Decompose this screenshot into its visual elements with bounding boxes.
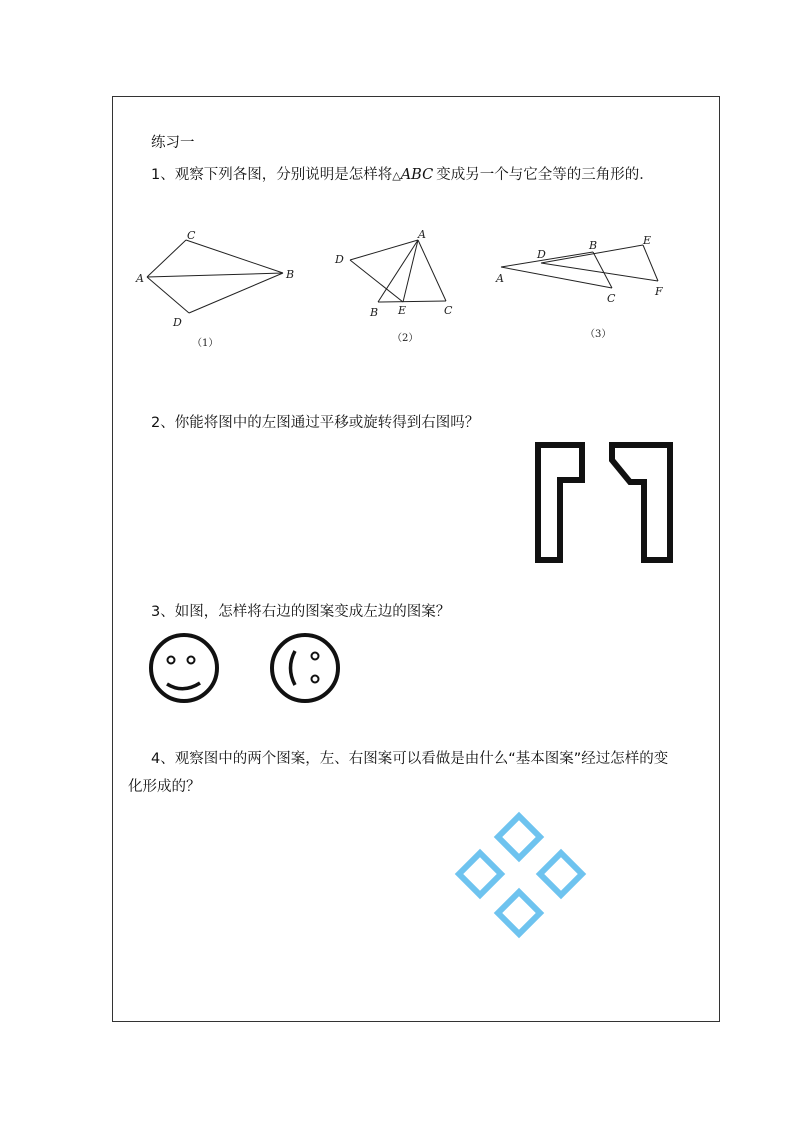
fig1-label-B: B	[286, 268, 295, 281]
fig3-label-E: E	[643, 234, 652, 247]
question-1-prefix: 1、观察下列各图，分别说明是怎样将	[151, 167, 393, 183]
fig3-label-F: F	[655, 285, 663, 298]
question-4-line-1: 4、观察图中的两个图案，左、右图案可以看做是由什么“基本图案”经过怎样的变	[151, 751, 669, 767]
fig3-label-C: C	[607, 292, 616, 305]
fig3-edge-AC	[501, 267, 612, 288]
question-3: 3、如图，怎样将右边的图案变成左边的图案？	[151, 604, 451, 620]
fig1-edge-AC	[147, 240, 186, 277]
fig3-label-B: B	[589, 239, 598, 252]
section-title: 练习一	[151, 135, 195, 151]
fig1-label-D: D	[173, 316, 182, 329]
fig2-edge-AC	[418, 240, 446, 301]
fig2-label-C: C	[444, 304, 453, 317]
fig2-edge-AB	[378, 240, 418, 302]
fig1-edge-AB	[147, 273, 283, 277]
question-2: 2、你能将图中的左图通过平移或旋转得到右图吗？	[151, 415, 480, 431]
diamond-top	[498, 816, 540, 858]
fig1-edge-CB	[186, 240, 283, 273]
fig3-label-D: D	[537, 248, 546, 261]
question-3-figure	[146, 630, 351, 708]
diamond-right	[540, 853, 582, 895]
diamond-bottom	[498, 892, 540, 934]
fig2-label-B: B	[370, 306, 379, 319]
triangle-symbol: △	[392, 169, 401, 182]
fig3-edge-EF	[643, 245, 658, 281]
question-2-figure	[530, 440, 680, 570]
fig2-edge-AE	[403, 240, 418, 302]
question-4-line-2: 化形成的？	[128, 779, 201, 795]
fig2-label-E: E	[398, 304, 407, 317]
smiley-face-right-rotated	[272, 635, 338, 701]
fig3-edge-BC	[593, 252, 612, 288]
fig3-label-A: A	[496, 272, 504, 285]
fig1-label-C: C	[187, 229, 196, 242]
left-shape	[538, 445, 582, 560]
fig2-edge-AD	[350, 240, 418, 260]
fig2-label-A: A	[418, 228, 426, 241]
right-shape	[612, 445, 670, 560]
fig2-label-D: D	[335, 253, 344, 266]
fig3-edge-AB	[501, 252, 593, 267]
fig1-caption: （1）	[192, 338, 219, 349]
diamond-left	[459, 853, 501, 895]
question-1	[151, 163, 654, 188]
fig1-label-A: A	[136, 272, 144, 285]
fig3-caption: （3）	[585, 329, 612, 340]
triangle-name: ABC	[400, 167, 434, 183]
fig1-edge-DB	[189, 273, 283, 313]
fig2-edge-DE	[350, 260, 403, 302]
figure-1	[130, 225, 310, 355]
fig1-edge-AD	[147, 277, 189, 313]
figure-3	[490, 225, 675, 345]
figure-2	[330, 225, 465, 350]
question-4-figure	[450, 805, 590, 945]
question-1-suffix: 变成另一个与它全等的三角形的．	[436, 167, 654, 183]
fig2-edge-BC	[378, 301, 446, 302]
fig2-caption: （2）	[392, 333, 419, 344]
smiley-face-left	[151, 635, 217, 701]
